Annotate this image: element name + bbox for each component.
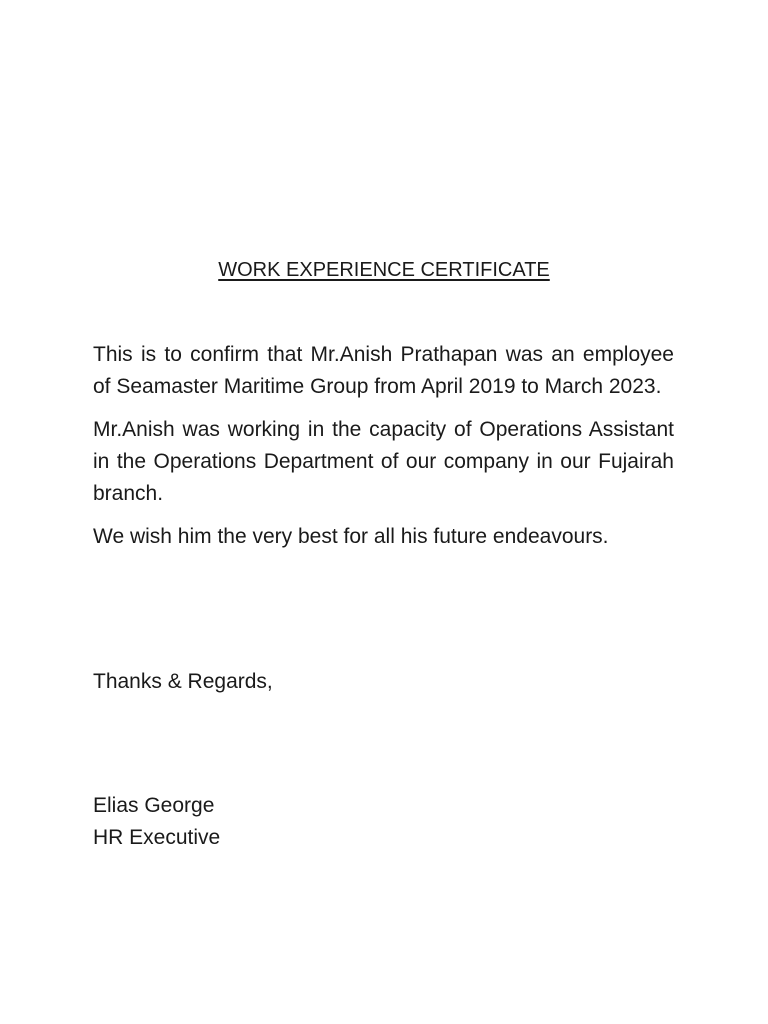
signer-name: Elias George [93, 794, 215, 817]
signer-block [93, 790, 220, 854]
certificate-title-wrapper [0, 256, 768, 284]
certificate-body [93, 339, 674, 564]
closing-salutation: Thanks & Regards, [93, 670, 273, 693]
certificate-title: WORK EXPERIENCE CERTIFICATE [218, 259, 550, 281]
signer-title: HR Executive [93, 826, 221, 849]
role-paragraph: Mr.Anish was working in the capacity of Operations Assistant in the Operations Department of our company in our Fujairah branch. [93, 418, 674, 505]
confirmation-paragraph: This is to confirm that Mr.Anish Prathapan was an employee of Seamaster Maritime Group from April 2019 to March 2023. [93, 343, 674, 398]
wishes-paragraph: We wish him the very best for all his future endeavours. [93, 525, 609, 548]
